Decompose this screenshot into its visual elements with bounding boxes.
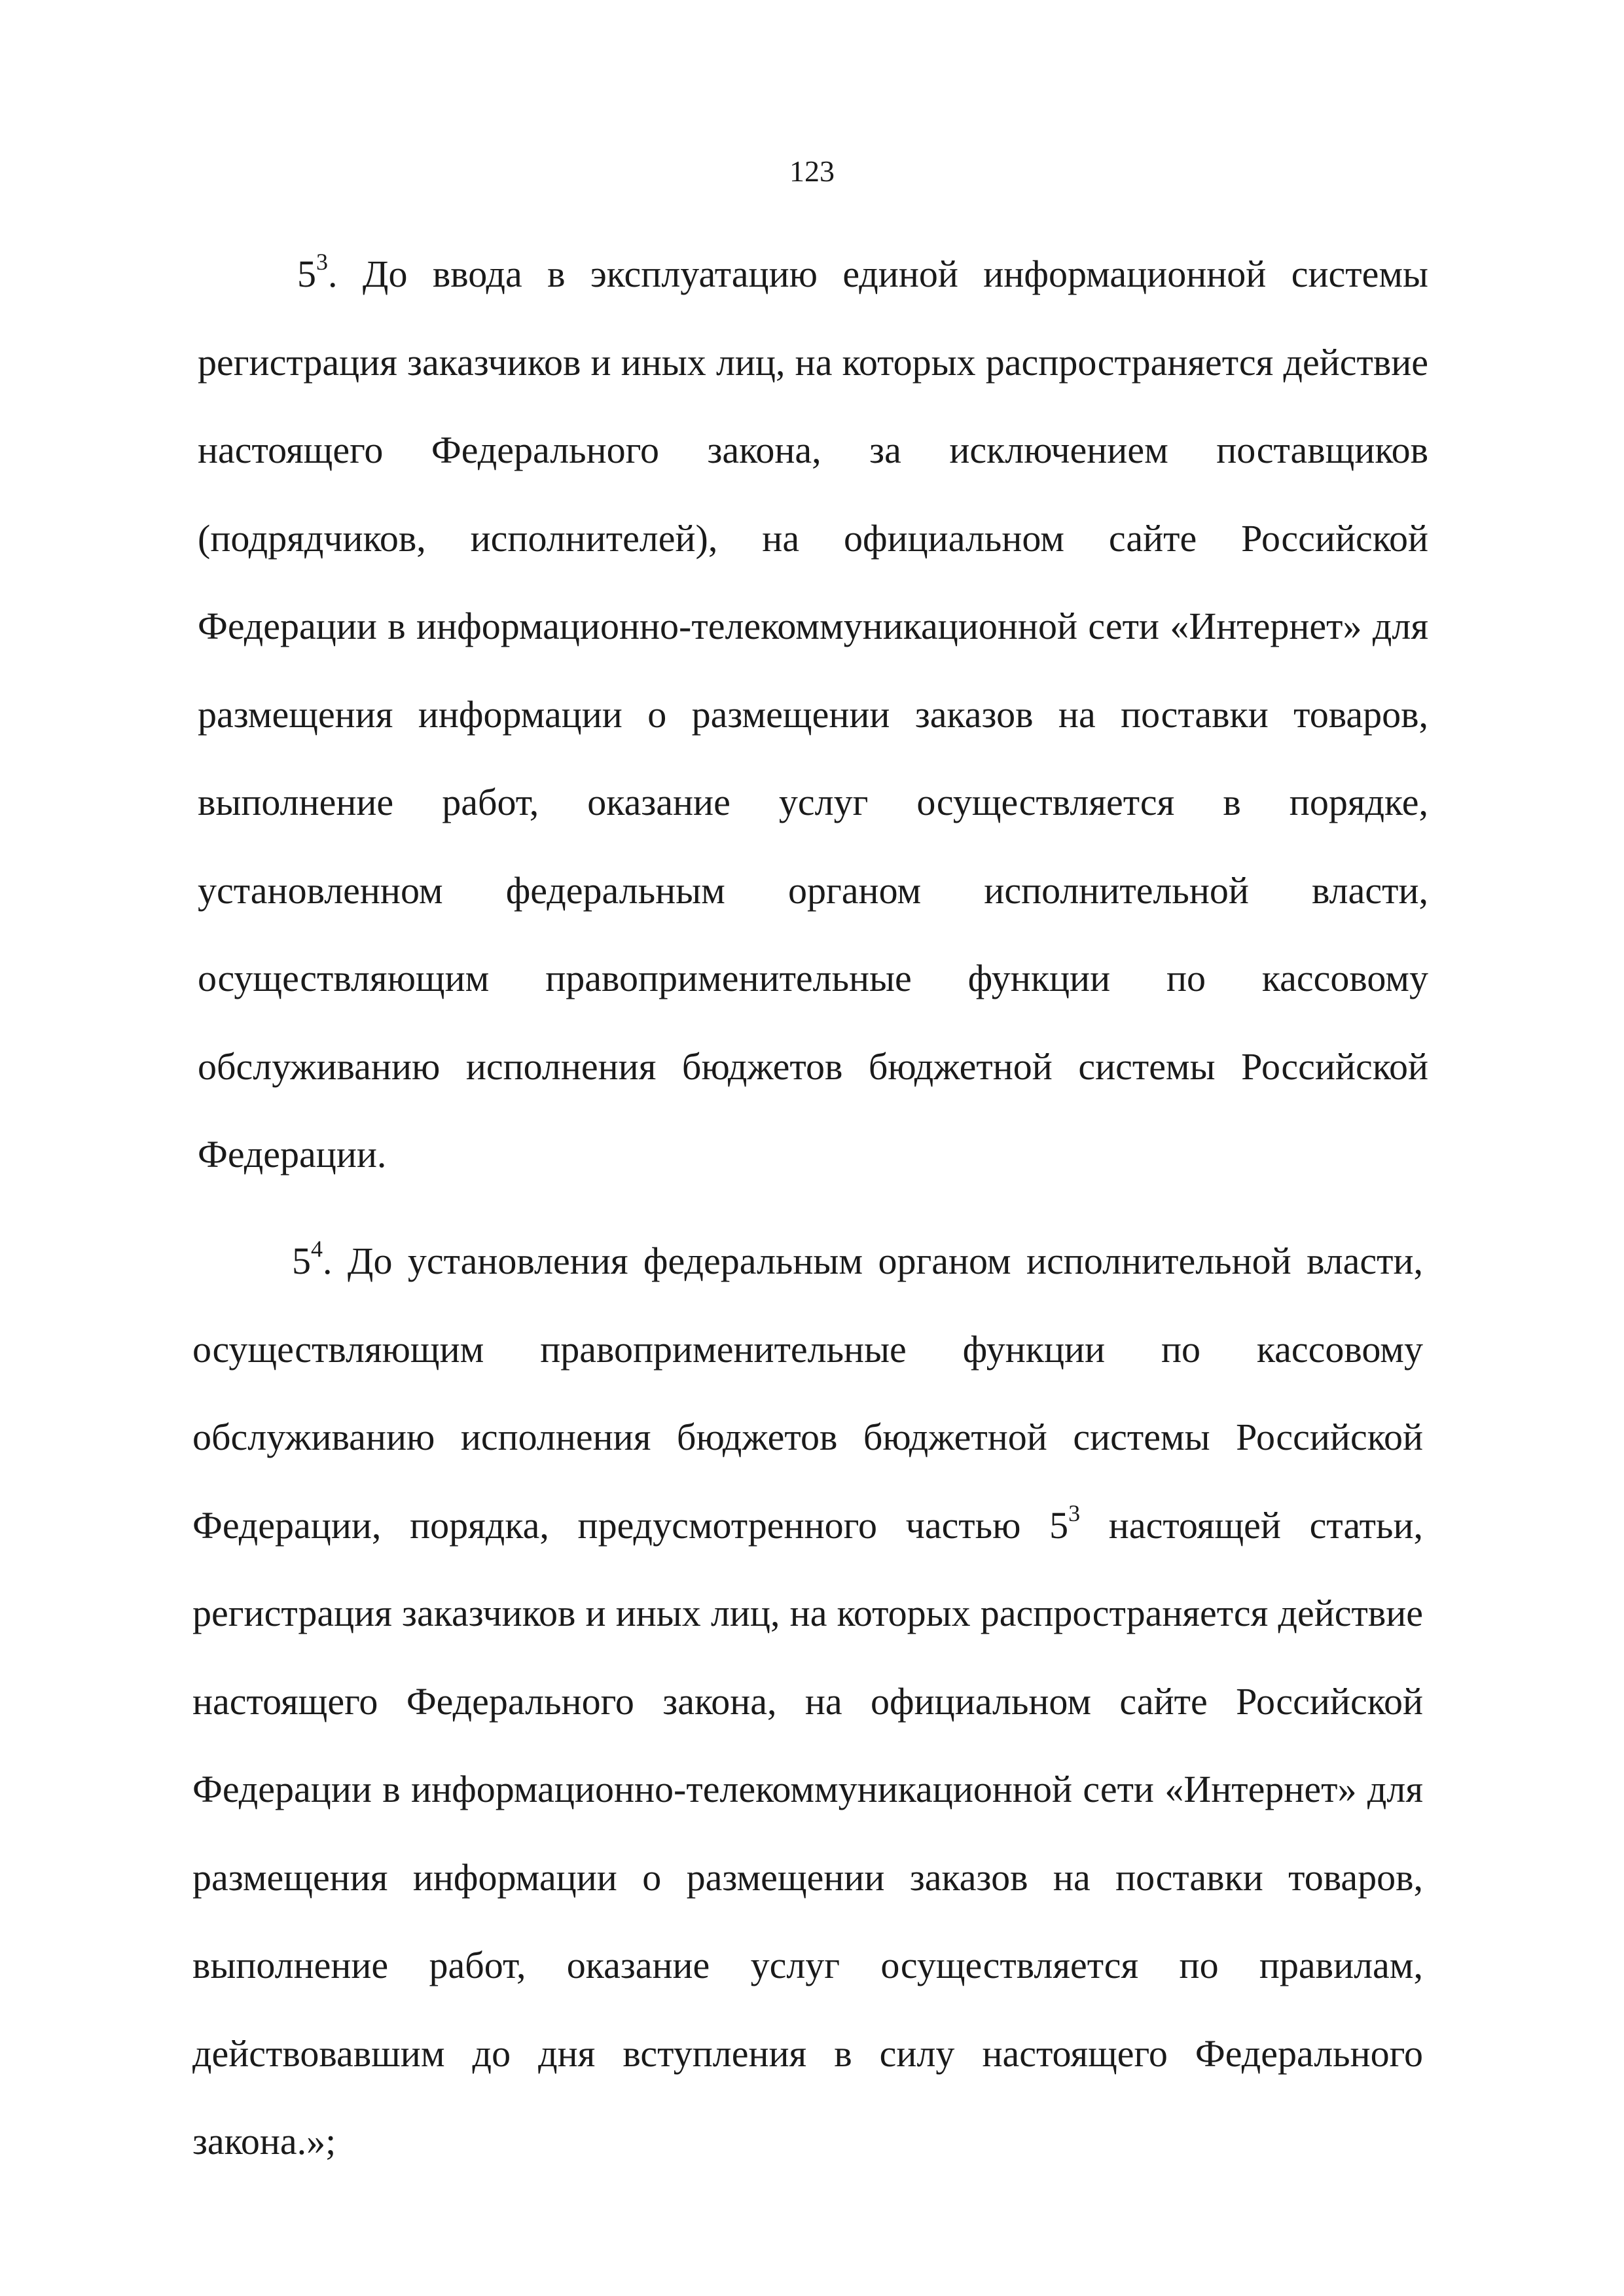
- part-reference-superscript: 3: [1068, 1499, 1081, 1526]
- paragraph-5-4: [192, 1217, 1423, 2186]
- paragraph-text: . До ввода в эксплуатацию единой информационной системы регистрация заказчиков и иных лиц, на которых распространяется действие настоящего Федерального закона, за исключением поставщиков (подрядчиков, исполнителей), на официальном сайте Российской Федерации в информационно-телекоммуникационной сети «Интернет» для размещения информации о размещении заказов на поставки товаров, выполнение работ, оказание услуг осуществляется в порядке, установленном федеральным органом исполнительной власти, осуществляющим правоприменительные функции по кассовому обслуживанию исполнения бюджетов бюджетной системы Российской Федерации.: [198, 253, 1428, 1175]
- paragraph-number: 5: [292, 1240, 311, 1282]
- part-reference-number: 5: [1049, 1503, 1069, 1547]
- paragraph-number-superscript: 4: [311, 1236, 323, 1262]
- paragraph-5-3: [198, 230, 1428, 1199]
- page-number: 123: [789, 154, 835, 188]
- paragraph-number: 5: [297, 253, 316, 295]
- paragraph-text: . До установления федеральным органом исполнительной власти, осуществляющим правоприменительные функции по кассовому обслуживанию исполнения бюджетов бюджетной системы Российской Федерации, порядка, предусмотренного частью: [192, 1240, 1423, 1547]
- paragraph-text-end: настоящей статьи, регистрация заказчиков и иных лиц, на которых распространяется действие настоящего Федерального закона, на официальном сайте Российской Федерации в информационно-телекоммуникационной сети «Интернет» для размещения информации о размещении заказов на поставки товаров, выполнение работ, оказание услуг осуществляется по правилам, действовавшим до дня вступления в силу настоящего Федерального закона.»;: [192, 1503, 1423, 2162]
- paragraph-number-superscript: 3: [316, 249, 328, 275]
